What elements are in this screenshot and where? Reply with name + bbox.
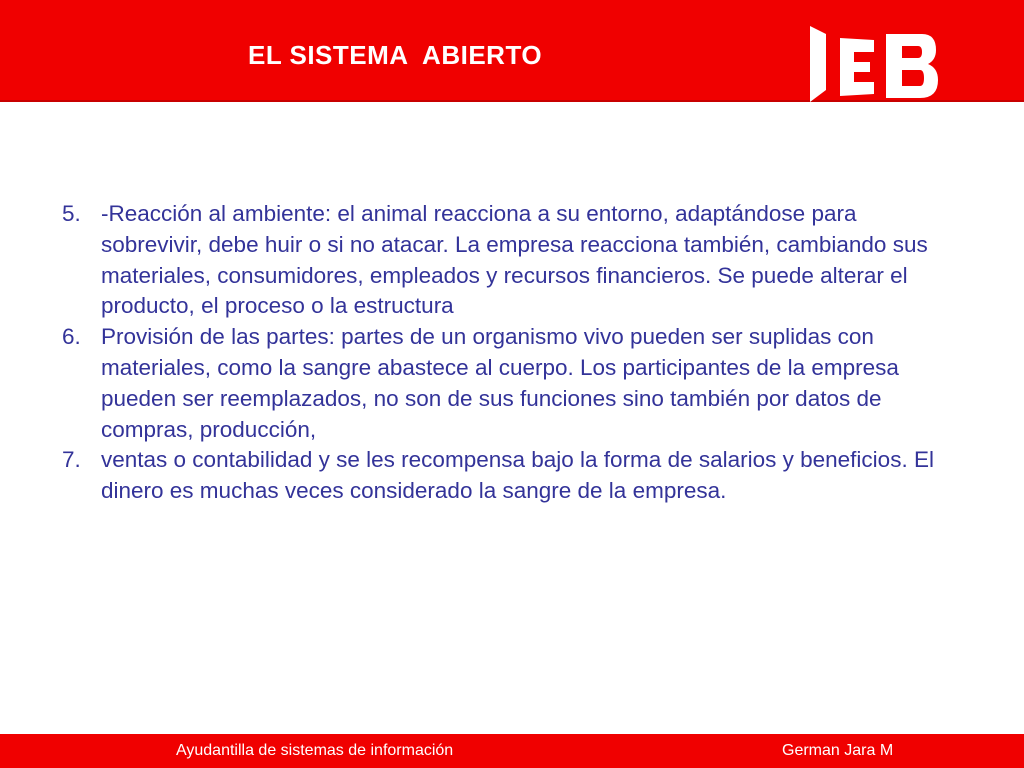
list-item-number: 6. — [62, 324, 81, 350]
list-item-number: 5. — [62, 201, 81, 226]
list-item-number: 7. — [62, 447, 81, 473]
slide-body — [62, 199, 952, 507]
list-item — [62, 199, 952, 322]
list-item — [62, 322, 952, 445]
footer-author: German Jara M — [782, 742, 894, 759]
footer-course-name: Ayudantilla de sistemas de información — [176, 742, 454, 759]
list-item-text: ventas o contabilidad y se les recompensa bajo la forma de salarios y beneficios. El dinero es muchas veces considerado la sangre de la empresa. — [101, 447, 934, 504]
list-item-text: Provisión de las partes: partes de un organismo vivo pueden ser suplidas con materiales, como la sangre abastece al cuerpo. Los participantes de la empresa pueden ser reemplazados, no son de sus funciones sino también por datos de compras, producción, — [101, 324, 899, 442]
ieb-logo — [806, 24, 942, 104]
list-item-text: -Reacción al ambiente: el animal reacciona a su entorno, adaptándose para sobrevivir, debe huir o si no atacar. La empresa reacciona también, cambiando sus materiales, consumidores, empleados y recursos financieros. Se puede alterar el producto, el proceso o la estructura — [101, 201, 928, 319]
list-item — [62, 445, 952, 507]
header-banner — [0, 0, 1024, 102]
numbered-list — [62, 199, 952, 507]
slide-title: EL SISTEMA ABIERTO — [248, 40, 543, 70]
